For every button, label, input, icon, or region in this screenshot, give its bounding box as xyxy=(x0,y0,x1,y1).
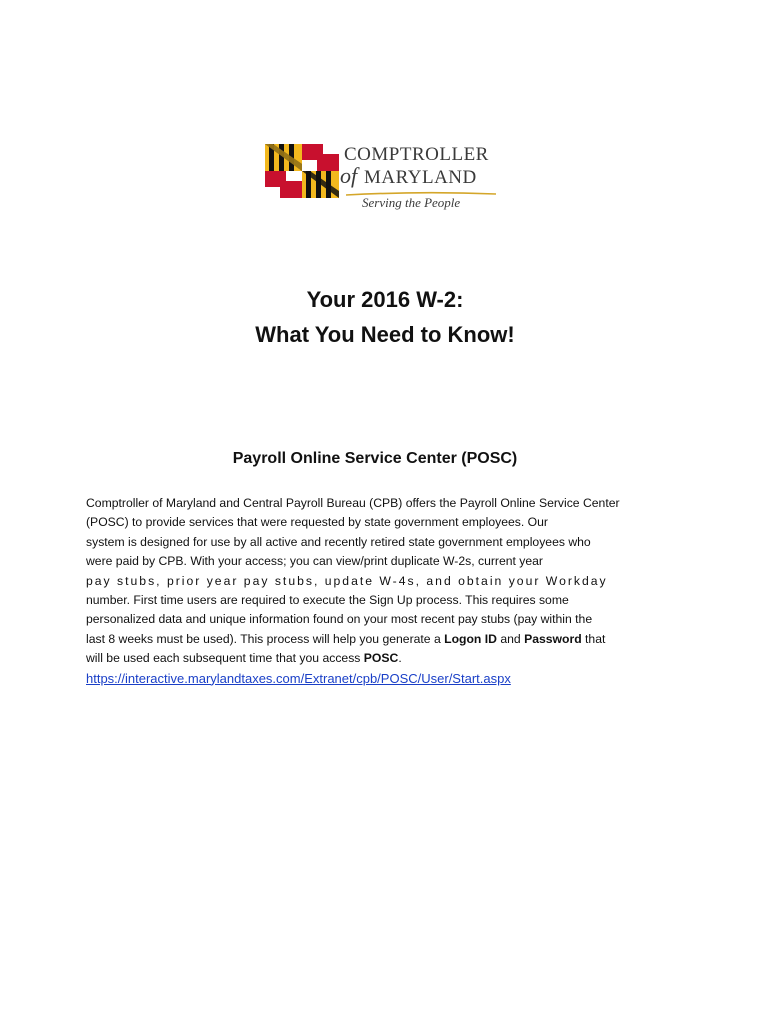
page-title-line2: What You Need to Know! xyxy=(255,322,515,347)
password-term: Password xyxy=(524,631,582,646)
maryland-flag-icon xyxy=(265,144,339,198)
body-line: system is designed for use by all active and recently retired state government employees who xyxy=(86,534,591,549)
and-word: and xyxy=(500,631,521,646)
body-line: Comptroller of Maryland and Central Payroll Bureau (CPB) offers the Payroll Online Service Center xyxy=(86,496,620,510)
body-line-8-text: last 8 weeks must be used). This process will help you generate a xyxy=(86,631,441,646)
that-word: that xyxy=(585,631,606,646)
body-line: (POSC) to provide services that were requested by state government employees. Our xyxy=(86,515,548,530)
section-body xyxy=(86,494,646,689)
logo-of: of xyxy=(340,163,358,188)
page-title-line1: Your 2016 W-2: xyxy=(306,287,464,312)
posc-term: POSC xyxy=(363,651,399,666)
body-line-8 xyxy=(86,630,646,649)
logo-line1: COMPTROLLER xyxy=(344,144,489,165)
logo-line2: MARYLAND xyxy=(364,167,477,188)
section-heading: Payroll Online Service Center (POSC) xyxy=(232,450,518,467)
body-line-9 xyxy=(86,649,646,668)
line-period: . xyxy=(398,651,402,666)
body-line: pay stubs, prior year pay stubs, update W-4s, and obtain your Workday xyxy=(86,573,608,588)
logon-id-term: Logon ID xyxy=(444,631,497,646)
posc-start-link[interactable]: https://interactive.marylandtaxes.com/Extranet/cpb/POSC/User/Start.aspx xyxy=(86,670,511,686)
logo-tagline: Serving the People xyxy=(362,195,461,210)
body-line: personalized data and unique information found on your most recent pay stubs (pay within the xyxy=(86,612,593,627)
body-line: number. First time users are required to execute the Sign Up process. This requires some xyxy=(86,593,569,608)
comptroller-logo xyxy=(262,136,502,216)
body-line: were paid by CPB. With your access; you can view/print duplicate W-2s, current year xyxy=(86,554,543,569)
body-line-9-text: will be used each subsequent time that you access xyxy=(86,651,361,666)
